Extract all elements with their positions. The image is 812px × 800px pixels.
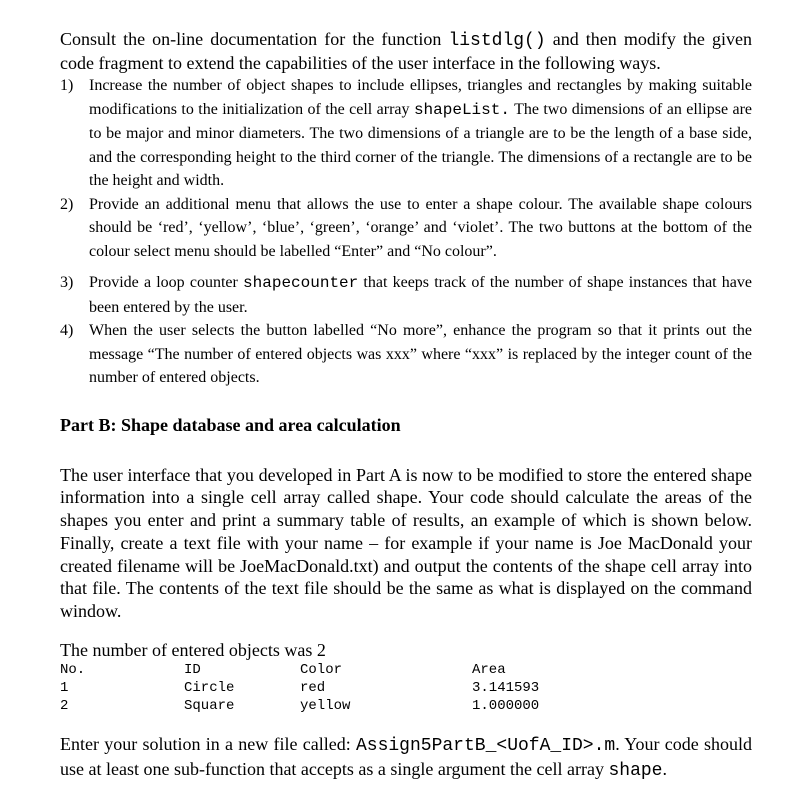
table-row: 1 Circle red 3.141593 [60,680,540,697]
part-b-paragraph: The user interface that you developed in Part A is now to be modified to store the entered shape information into a single cell array called shape. Your code should calculate the areas of the shapes you enter and print a summary table of results, an example of which is shown below. Finally, create a text file with your name – for example if your name is Joe MacDonald your created filename will be JoeMacDonald.txt) and output the contents of the shape cell array into that file. The contents of the text file should be the same as what is displayed on the command window. [60,464,752,622]
closing-paragraph: Enter your solution in a new file called: Assign5PartB_<UofA_ID>.m. Your code should use at least one sub-function that accepts as a single argument the cell array shape. [60,734,752,781]
shapelist-code: shapeList. [413,100,510,119]
list-item: 2) Provide an additional menu that allows the use to enter a shape colour. The available shape colours should be ‘red’, ‘yellow’, ‘blue’, ‘green’, ‘orange’ and ‘violet’. The two buttons at the bottom of the colour select menu should be labelled “Enter” and “No colour”. [60,195,752,260]
list-item: 1) Increase the number of object shapes to include ellipses, triangles and rectangles by making suitable modifications to the initialization of the cell array shapeList. The two dimensions of an ellipse are to be major and minor diameters. The two dimensions of a triangle are to be the length of a base side, and the corresponding height to the third corner of the triangle. The dimensions of a rectangle are to be the height and width. [60,77,753,189]
part-b-heading: Part B: Shape database and area calculation [60,414,401,435]
table-header-row: No. ID Color Area [60,662,506,679]
summary-caption: The number of entered objects was 2 [60,640,326,661]
requirements-list [60,74,752,390]
document-page [60,28,752,800]
list-item: 3) Provide a loop counter shapecounter that keeps track of the number of shape instances that have been entered by the user. [60,274,753,316]
filename-code: Assign5PartB_<UofA_ID>.m [355,736,616,757]
intro-paragraph: Consult the on-line documentation for the function listdlg() and then modify the given code fragment to extend the capabilities of the user interface in the following ways. [60,29,752,73]
shape-code: shape [608,760,663,781]
summary-table [60,661,752,715]
listdlg-code: listdlg() [448,31,546,51]
summary-example [60,639,752,715]
table-row: 2 Square yellow 1.000000 [60,698,540,715]
list-item: 4) When the user selects the button labelled “No more”, enhance the program so that it prints out the message “The number of entered objects was xxx” where “xxx” is replaced by the integer count of the number of entered objects. [60,322,752,386]
shapecounter-code: shapecounter [243,274,359,292]
